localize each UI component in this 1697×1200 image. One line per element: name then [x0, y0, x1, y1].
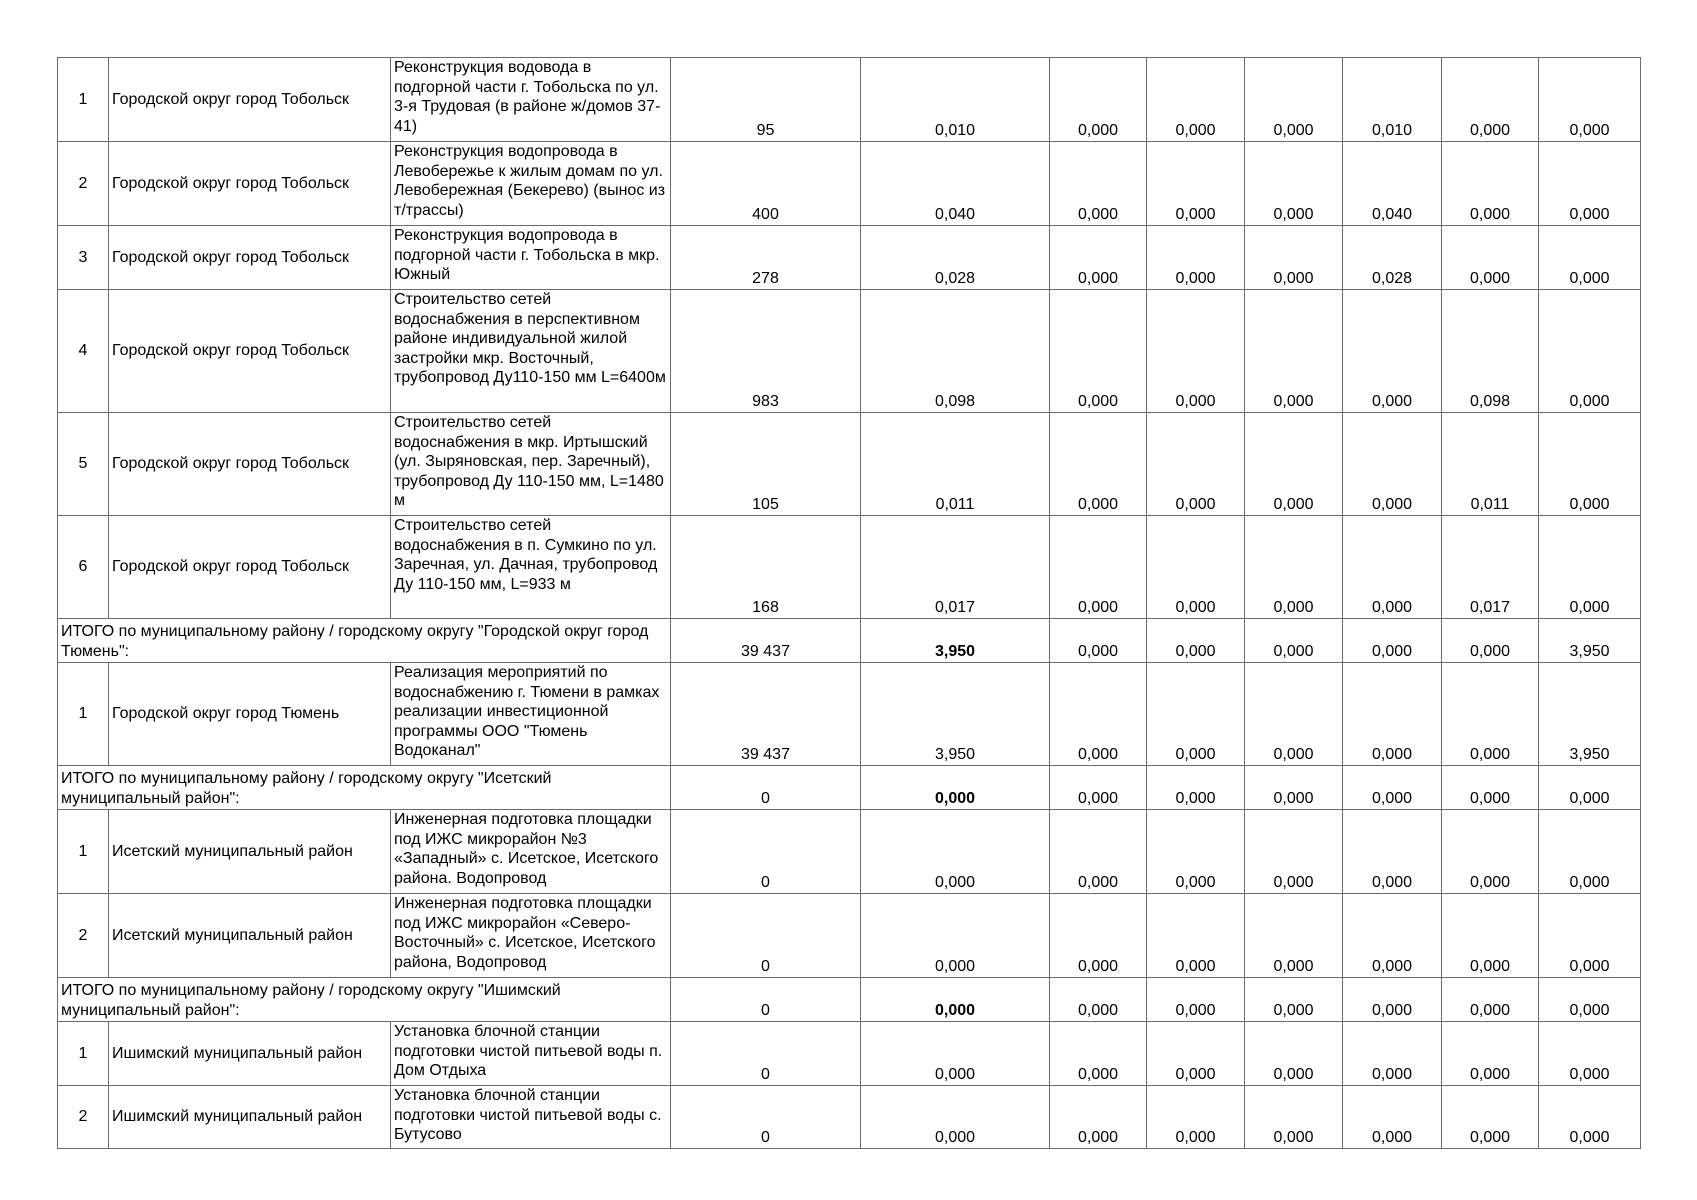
municipality-name: Городской округ город Тюмень	[109, 663, 391, 766]
value-cell-7: 0,000	[1442, 1022, 1539, 1086]
value-cell-7: 0,000	[1442, 142, 1539, 226]
value-cell-1: 278	[671, 226, 861, 290]
value-cell-5: 0,000	[1245, 1022, 1343, 1086]
value-cell-4: 0,000	[1147, 58, 1245, 142]
row-number: 1	[58, 663, 109, 766]
value-cell-6: 0,000	[1343, 290, 1442, 413]
value-cell-3: 0,000	[1050, 810, 1147, 894]
value-cell-6: 0,000	[1343, 766, 1442, 810]
value-cell-8: 0,000	[1539, 1086, 1641, 1149]
municipality-name: Ишимский муниципальный район	[109, 1022, 391, 1086]
value-cell-3: 0,000	[1050, 619, 1147, 663]
table-row	[58, 290, 1641, 413]
value-cell-6: 0,000	[1343, 516, 1442, 619]
value-cell-7: 0,000	[1442, 810, 1539, 894]
value-cell-8: 0,000	[1539, 1022, 1641, 1086]
table-row	[58, 810, 1641, 894]
municipality-name: Исетский муниципальный район	[109, 810, 391, 894]
row-number: 1	[58, 810, 109, 894]
table-row	[58, 663, 1641, 766]
value-cell-3: 0,000	[1050, 766, 1147, 810]
value-cell-4: 0,000	[1147, 619, 1245, 663]
value-cell-3: 0,000	[1050, 978, 1147, 1022]
value-cell-8: 0,000	[1539, 413, 1641, 516]
total-row	[58, 766, 1641, 810]
value-cell-4: 0,000	[1147, 810, 1245, 894]
value-cell-2: 0,098	[861, 290, 1050, 413]
row-number: 2	[58, 1086, 109, 1149]
municipality-name: Исетский муниципальный район	[109, 894, 391, 978]
row-number: 1	[58, 1022, 109, 1086]
value-cell-2: 0,010	[861, 58, 1050, 142]
project-description: Строительство сетей водоснабжения в мкр. Иртышский (ул. Зыряновская, пер. Заречный), трубопровод Ду 110-150 мм, L=1480 м	[391, 413, 671, 516]
value-cell-8: 3,950	[1539, 663, 1641, 766]
value-cell-3: 0,000	[1050, 226, 1147, 290]
value-cell-4: 0,000	[1147, 766, 1245, 810]
value-cell-2: 3,950	[861, 619, 1050, 663]
value-cell-2: 0,000	[861, 1086, 1050, 1149]
value-cell-7: 0,000	[1442, 978, 1539, 1022]
value-cell-5: 0,000	[1245, 290, 1343, 413]
total-row	[58, 619, 1641, 663]
value-cell-4: 0,000	[1147, 226, 1245, 290]
value-cell-8: 0,000	[1539, 766, 1641, 810]
value-cell-8: 0,000	[1539, 810, 1641, 894]
table-row	[58, 58, 1641, 142]
row-number: 2	[58, 142, 109, 226]
value-cell-2: 0,000	[861, 810, 1050, 894]
project-description: Реализация мероприятий по водоснабжению г. Тюмени в рамках реализации инвестиционной программы ООО "Тюмень Водоканал"	[391, 663, 671, 766]
value-cell-6: 0,000	[1343, 894, 1442, 978]
value-cell-8: 0,000	[1539, 226, 1641, 290]
value-cell-6: 0,000	[1343, 1022, 1442, 1086]
value-cell-5: 0,000	[1245, 516, 1343, 619]
value-cell-1: 39 437	[671, 663, 861, 766]
value-cell-6: 0,000	[1343, 1086, 1442, 1149]
value-cell-8: 0,000	[1539, 58, 1641, 142]
value-cell-5: 0,000	[1245, 142, 1343, 226]
value-cell-7: 0,098	[1442, 290, 1539, 413]
value-cell-1: 39 437	[671, 619, 861, 663]
value-cell-4: 0,000	[1147, 516, 1245, 619]
value-cell-3: 0,000	[1050, 58, 1147, 142]
row-number: 1	[58, 58, 109, 142]
project-description: Установка блочной станции подготовки чистой питьевой воды п. Дом Отдыха	[391, 1022, 671, 1086]
table-body	[58, 58, 1641, 1149]
total-label: ИТОГО по муниципальному району / городскому округу "Ишимский муниципальный район":	[58, 978, 671, 1022]
project-description: Реконструкция водовода в подгорной части г. Тобольска по ул. 3-я Трудовая (в районе ж/домов 37-41)	[391, 58, 671, 142]
value-cell-8: 0,000	[1539, 290, 1641, 413]
value-cell-1: 105	[671, 413, 861, 516]
value-cell-3: 0,000	[1050, 290, 1147, 413]
value-cell-1: 400	[671, 142, 861, 226]
value-cell-4: 0,000	[1147, 894, 1245, 978]
value-cell-7: 0,000	[1442, 894, 1539, 978]
value-cell-6: 0,000	[1343, 413, 1442, 516]
value-cell-3: 0,000	[1050, 1022, 1147, 1086]
value-cell-1: 0	[671, 1022, 861, 1086]
value-cell-7: 0,000	[1442, 619, 1539, 663]
table-row	[58, 1022, 1641, 1086]
value-cell-5: 0,000	[1245, 663, 1343, 766]
project-description: Инженерная подготовка площадки под ИЖС микрорайон №3 «Западный» с. Исетское, Исетского района. Водопровод	[391, 810, 671, 894]
value-cell-3: 0,000	[1050, 413, 1147, 516]
value-cell-3: 0,000	[1050, 142, 1147, 226]
value-cell-7: 0,000	[1442, 766, 1539, 810]
municipality-name: Городской округ город Тобольск	[109, 226, 391, 290]
value-cell-1: 0	[671, 978, 861, 1022]
value-cell-2: 3,950	[861, 663, 1050, 766]
table-row	[58, 413, 1641, 516]
value-cell-1: 0	[671, 894, 861, 978]
value-cell-5: 0,000	[1245, 413, 1343, 516]
value-cell-7: 0,017	[1442, 516, 1539, 619]
value-cell-7: 0,000	[1442, 1086, 1539, 1149]
value-cell-1: 0	[671, 810, 861, 894]
value-cell-4: 0,000	[1147, 978, 1245, 1022]
project-description: Реконструкция водопровода в подгорной части г. Тобольска в мкр. Южный	[391, 226, 671, 290]
row-number: 5	[58, 413, 109, 516]
value-cell-2: 0,000	[861, 766, 1050, 810]
project-description: Установка блочной станции подготовки чистой питьевой воды с. Бутусово	[391, 1086, 671, 1149]
value-cell-4: 0,000	[1147, 1022, 1245, 1086]
value-cell-2: 0,000	[861, 978, 1050, 1022]
value-cell-3: 0,000	[1050, 1086, 1147, 1149]
project-description: Инженерная подготовка площадки под ИЖС микрорайон «Северо-Восточный» с. Исетское, Исетского района, Водопровод	[391, 894, 671, 978]
value-cell-2: 0,028	[861, 226, 1050, 290]
value-cell-3: 0,000	[1050, 516, 1147, 619]
value-cell-6: 0,028	[1343, 226, 1442, 290]
value-cell-7: 0,000	[1442, 58, 1539, 142]
value-cell-5: 0,000	[1245, 766, 1343, 810]
value-cell-2: 0,011	[861, 413, 1050, 516]
value-cell-8: 3,950	[1539, 619, 1641, 663]
value-cell-1: 0	[671, 1086, 861, 1149]
value-cell-6: 0,000	[1343, 619, 1442, 663]
value-cell-2: 0,017	[861, 516, 1050, 619]
row-number: 4	[58, 290, 109, 413]
row-number: 2	[58, 894, 109, 978]
value-cell-6: 0,000	[1343, 663, 1442, 766]
row-number: 3	[58, 226, 109, 290]
table-row	[58, 516, 1641, 619]
table-row	[58, 894, 1641, 978]
value-cell-5: 0,000	[1245, 619, 1343, 663]
value-cell-4: 0,000	[1147, 290, 1245, 413]
value-cell-2: 0,040	[861, 142, 1050, 226]
municipality-name: Городской округ город Тобольск	[109, 142, 391, 226]
table-row	[58, 142, 1641, 226]
value-cell-4: 0,000	[1147, 1086, 1245, 1149]
value-cell-6: 0,000	[1343, 810, 1442, 894]
value-cell-1: 168	[671, 516, 861, 619]
value-cell-7: 0,000	[1442, 226, 1539, 290]
total-label: ИТОГО по муниципальному району / городскому округу "Городской округ город Тюмень":	[58, 619, 671, 663]
value-cell-5: 0,000	[1245, 226, 1343, 290]
value-cell-5: 0,000	[1245, 58, 1343, 142]
value-cell-6: 0,010	[1343, 58, 1442, 142]
table-row	[58, 1086, 1641, 1149]
value-cell-3: 0,000	[1050, 894, 1147, 978]
document-sheet	[57, 57, 1640, 1149]
municipality-name: Городской округ город Тобольск	[109, 516, 391, 619]
table-row	[58, 226, 1641, 290]
municipality-name: Городской округ город Тобольск	[109, 58, 391, 142]
total-label: ИТОГО по муниципальному району / городскому округу "Исетский муниципальный район":	[58, 766, 671, 810]
water-supply-table	[57, 57, 1641, 1149]
value-cell-4: 0,000	[1147, 142, 1245, 226]
value-cell-8: 0,000	[1539, 894, 1641, 978]
value-cell-8: 0,000	[1539, 978, 1641, 1022]
value-cell-3: 0,000	[1050, 663, 1147, 766]
value-cell-7: 0,000	[1442, 663, 1539, 766]
project-description: Строительство сетей водоснабжения в перспективном районе индивидуальной жилой застройки мкр. Восточный, трубопровод Ду110-150 мм L=6400м	[391, 290, 671, 413]
total-row	[58, 978, 1641, 1022]
value-cell-6: 0,040	[1343, 142, 1442, 226]
value-cell-4: 0,000	[1147, 413, 1245, 516]
value-cell-7: 0,011	[1442, 413, 1539, 516]
municipality-name: Городской округ город Тобольск	[109, 290, 391, 413]
value-cell-1: 0	[671, 766, 861, 810]
value-cell-8: 0,000	[1539, 142, 1641, 226]
value-cell-5: 0,000	[1245, 978, 1343, 1022]
value-cell-5: 0,000	[1245, 1086, 1343, 1149]
value-cell-1: 95	[671, 58, 861, 142]
value-cell-5: 0,000	[1245, 894, 1343, 978]
municipality-name: Городской округ город Тобольск	[109, 413, 391, 516]
value-cell-4: 0,000	[1147, 663, 1245, 766]
value-cell-5: 0,000	[1245, 810, 1343, 894]
value-cell-8: 0,000	[1539, 516, 1641, 619]
project-description: Реконструкция водопровода в Левобережье к жилым домам по ул. Левобережная (Бекерево) (вынос из т/трассы)	[391, 142, 671, 226]
value-cell-6: 0,000	[1343, 978, 1442, 1022]
value-cell-2: 0,000	[861, 894, 1050, 978]
municipality-name: Ишимский муниципальный район	[109, 1086, 391, 1149]
value-cell-2: 0,000	[861, 1022, 1050, 1086]
row-number: 6	[58, 516, 109, 619]
value-cell-1: 983	[671, 290, 861, 413]
project-description: Строительство сетей водоснабжения в п. Сумкино по ул. Заречная, ул. Дачная, трубопровод Ду 110-150 мм, L=933 м	[391, 516, 671, 619]
